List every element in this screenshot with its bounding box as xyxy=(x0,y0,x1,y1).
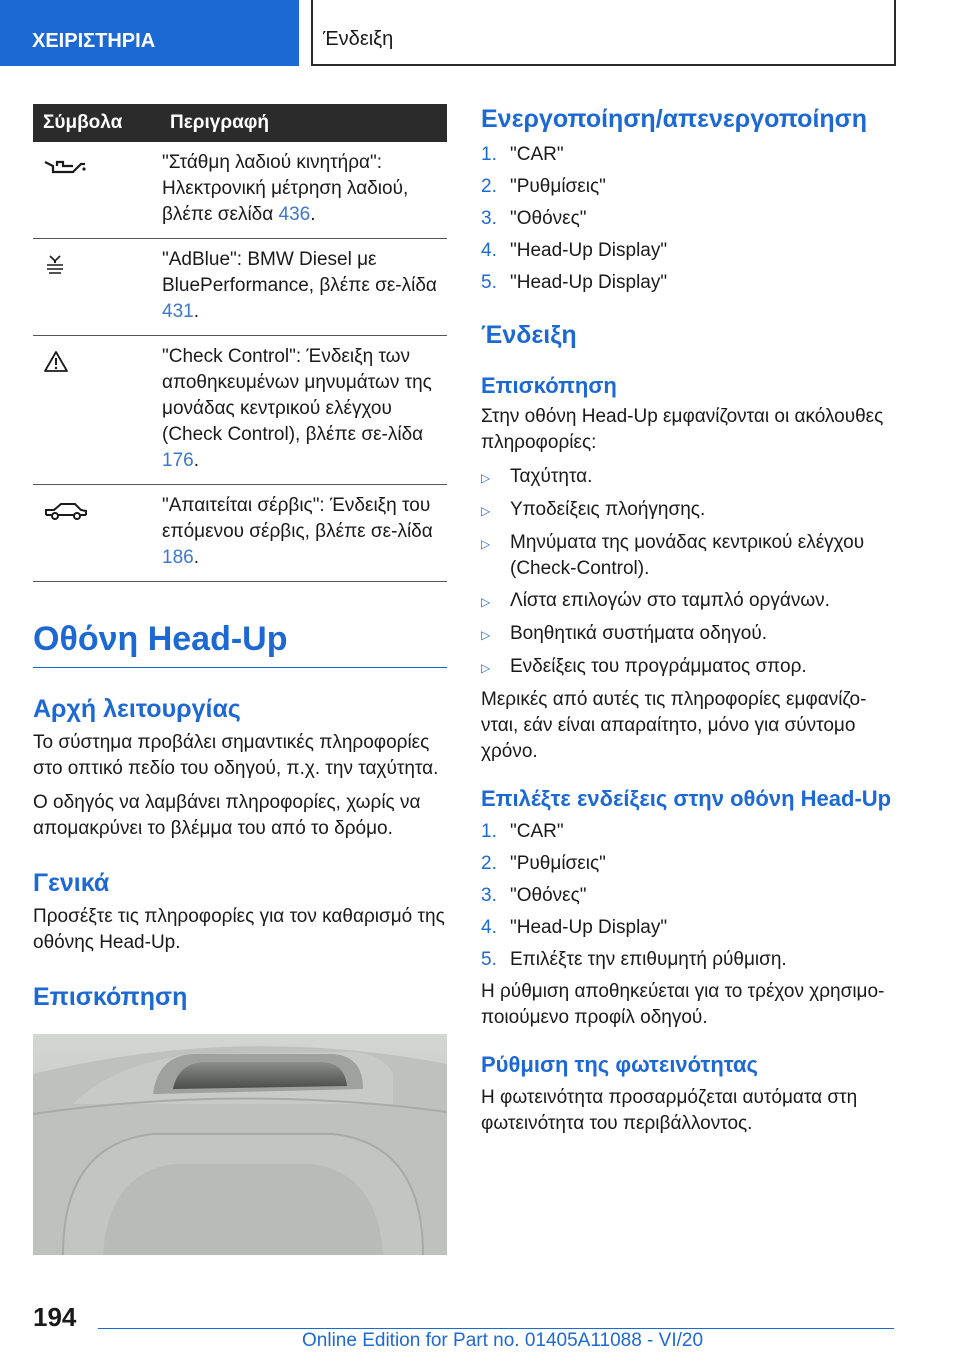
select-note: Η ρύθμιση αποθηκεύεται για το τρέχον χρησιμο-ποιούμενο προφίλ οδηγού. xyxy=(481,981,885,1028)
list-item: 5. Επιλέξτε την επιθυμητή ρύθμιση. xyxy=(481,949,787,970)
left-column xyxy=(33,104,447,1255)
edition-text: Online Edition for Part no. 01405A11088 - VI/20 xyxy=(302,1330,704,1351)
oil-can-icon xyxy=(43,156,87,180)
overview-heading: Επισκόπηση xyxy=(33,983,188,1011)
bullet-triangle-icon: ▷ xyxy=(481,471,491,485)
list-item: ▷ Ενδείξεις του προγράμματος σπορ. xyxy=(481,654,901,681)
topic-tab[interactable]: Ένδειξη xyxy=(311,0,896,66)
bullet-triangle-icon: ▷ xyxy=(481,504,491,518)
general-paragraph: Προσέξτε τις πληροφορίες για τον καθαρισμό της οθόνης Head-Up. xyxy=(33,906,445,953)
bullet-triangle-icon: ▷ xyxy=(481,628,491,642)
principle-paragraph-2: Ο οδηγός να λαμβάνει πληροφορίες, χωρίς να απομακρύνει το βλέμμα του από το δρόμο. xyxy=(33,792,421,839)
list-item: 3. "Οθόνες" xyxy=(481,208,587,229)
row-text: "Check Control": Ένδειξη των αποθηκευμένων μηνυμάτων της μονάδας κεντρικού ελέγχου (Check Control), βλέπε σε-λίδα xyxy=(162,346,432,445)
list-item: ▷ Μηνύματα της μονάδας κεντρικού ελέγχου (Check-Control). xyxy=(481,530,901,582)
bullet-triangle-icon: ▷ xyxy=(481,661,491,675)
table-header-row xyxy=(33,104,447,142)
page-ref-link[interactable]: 176 xyxy=(162,450,194,471)
table-row: "Απαιτείται σέρβις": Ένδειξη του επόμενου σέρβις, βλέπε σε-λίδα 186. xyxy=(33,485,447,582)
list-item: ▷ Βοηθητικά συστήματα οδηγού. xyxy=(481,621,901,648)
bullet-triangle-icon: ▷ xyxy=(481,595,491,609)
list-item: ▷ Υποδείξεις πλοήγησης. xyxy=(481,497,901,524)
page-ref-link[interactable]: 186 xyxy=(162,547,194,568)
table-row: "Στάθμη λαδιού κινητήρα": Ηλεκτρονική μέτρηση λαδιού, βλέπε σελίδα 436. xyxy=(33,142,447,239)
list-item: 1. "CAR" xyxy=(481,144,564,165)
list-item: 2. "Ρυθμίσεις" xyxy=(481,853,606,874)
section-tab[interactable]: ΧΕΙΡΙΣΤΗΡΙΑ xyxy=(0,0,299,66)
head-up-display-photo xyxy=(33,1034,447,1255)
warning-triangle-icon xyxy=(43,350,69,374)
table-row: "Check Control": Ένδειξη των αποθηκευμένων μηνυμάτων της μονάδας κεντρικού ελέγχου (Check Control), βλέπε σε-λίδα 176. xyxy=(33,336,447,485)
overview-note: Μερικές από αυτές τις πληροφορίες εμφανίζο-νται, εάν είναι απαραίτητο, μόνο για σύντομο χρόνο. xyxy=(481,689,867,762)
right-column xyxy=(481,104,901,1137)
overview-subheading: Επισκόπηση xyxy=(481,373,617,398)
row-text: "Απαιτείται σέρβις": Ένδειξη του επόμενου σέρβις, βλέπε σε-λίδα xyxy=(162,495,433,542)
footer-divider xyxy=(98,1328,894,1329)
brightness-paragraph: Η φωτεινότητα προσαρμόζεται αυτόματα στη φωτεινότητα του περιβάλλοντος. xyxy=(481,1087,858,1134)
list-item: 5. "Head-Up Display" xyxy=(481,272,668,293)
brightness-heading: Ρύθμιση της φωτεινότητας xyxy=(481,1052,758,1077)
table-row: "AdBlue": BMW Diesel με BluePerformance, βλέπε σε-λίδα 431. xyxy=(33,239,447,336)
page-ref-link[interactable]: 431 xyxy=(162,301,194,322)
dashboard-illustration xyxy=(33,1034,447,1255)
bullet-triangle-icon: ▷ xyxy=(481,537,491,551)
select-heading: Επιλέξτε ενδείξεις στην οθόνη Head-Up xyxy=(481,786,892,811)
list-item: 1. "CAR" xyxy=(481,821,564,842)
list-item: 4. "Head-Up Display" xyxy=(481,240,668,261)
list-item: ▷ Ταχύτητα. xyxy=(481,464,901,491)
page-number: 194 xyxy=(33,1302,77,1332)
page-header xyxy=(0,0,960,66)
page-footer xyxy=(0,1290,960,1362)
list-item: ▷ Λίστα επιλογών στο ταμπλό οργάνων. xyxy=(481,588,901,615)
col-symbol-header: Σύμβολα xyxy=(33,104,158,142)
list-item: 3. "Οθόνες" xyxy=(481,885,587,906)
principle-heading: Αρχή λειτουργίας xyxy=(33,695,241,723)
section-title: Οθόνη Head-Up xyxy=(33,620,447,668)
service-car-icon xyxy=(43,499,89,523)
principle-paragraph-1: Το σύστημα προβάλει σημαντικές πληροφορίες στο οπτικό πεδίο του οδηγού, π.χ. την ταχύτητα. xyxy=(33,732,439,779)
row-text: "Στάθμη λαδιού κινητήρα": Ηλεκτρονική μέτρηση λαδιού, βλέπε σελίδα xyxy=(162,152,409,225)
activation-steps xyxy=(481,142,901,296)
adblue-icon xyxy=(43,253,67,277)
activation-heading: Ενεργοποίηση/απενεργοποίηση xyxy=(481,105,868,133)
overview-list xyxy=(481,464,901,681)
select-steps xyxy=(481,819,901,973)
col-desc-header: Περιγραφή xyxy=(158,104,447,142)
general-heading: Γενικά xyxy=(33,869,110,897)
symbol-table xyxy=(33,104,447,582)
page-ref-link[interactable]: 436 xyxy=(278,204,311,225)
row-text: "AdBlue": BMW Diesel με BluePerformance, βλέπε σε-λίδα xyxy=(162,249,437,296)
list-item: 2. "Ρυθμίσεις" xyxy=(481,176,606,197)
display-heading: Ένδειξη xyxy=(481,321,577,349)
overview-intro: Στην οθόνη Head-Up εμφανίζονται οι ακόλουθες πληροφορίες: xyxy=(481,406,884,453)
list-item: 4. "Head-Up Display" xyxy=(481,917,668,938)
